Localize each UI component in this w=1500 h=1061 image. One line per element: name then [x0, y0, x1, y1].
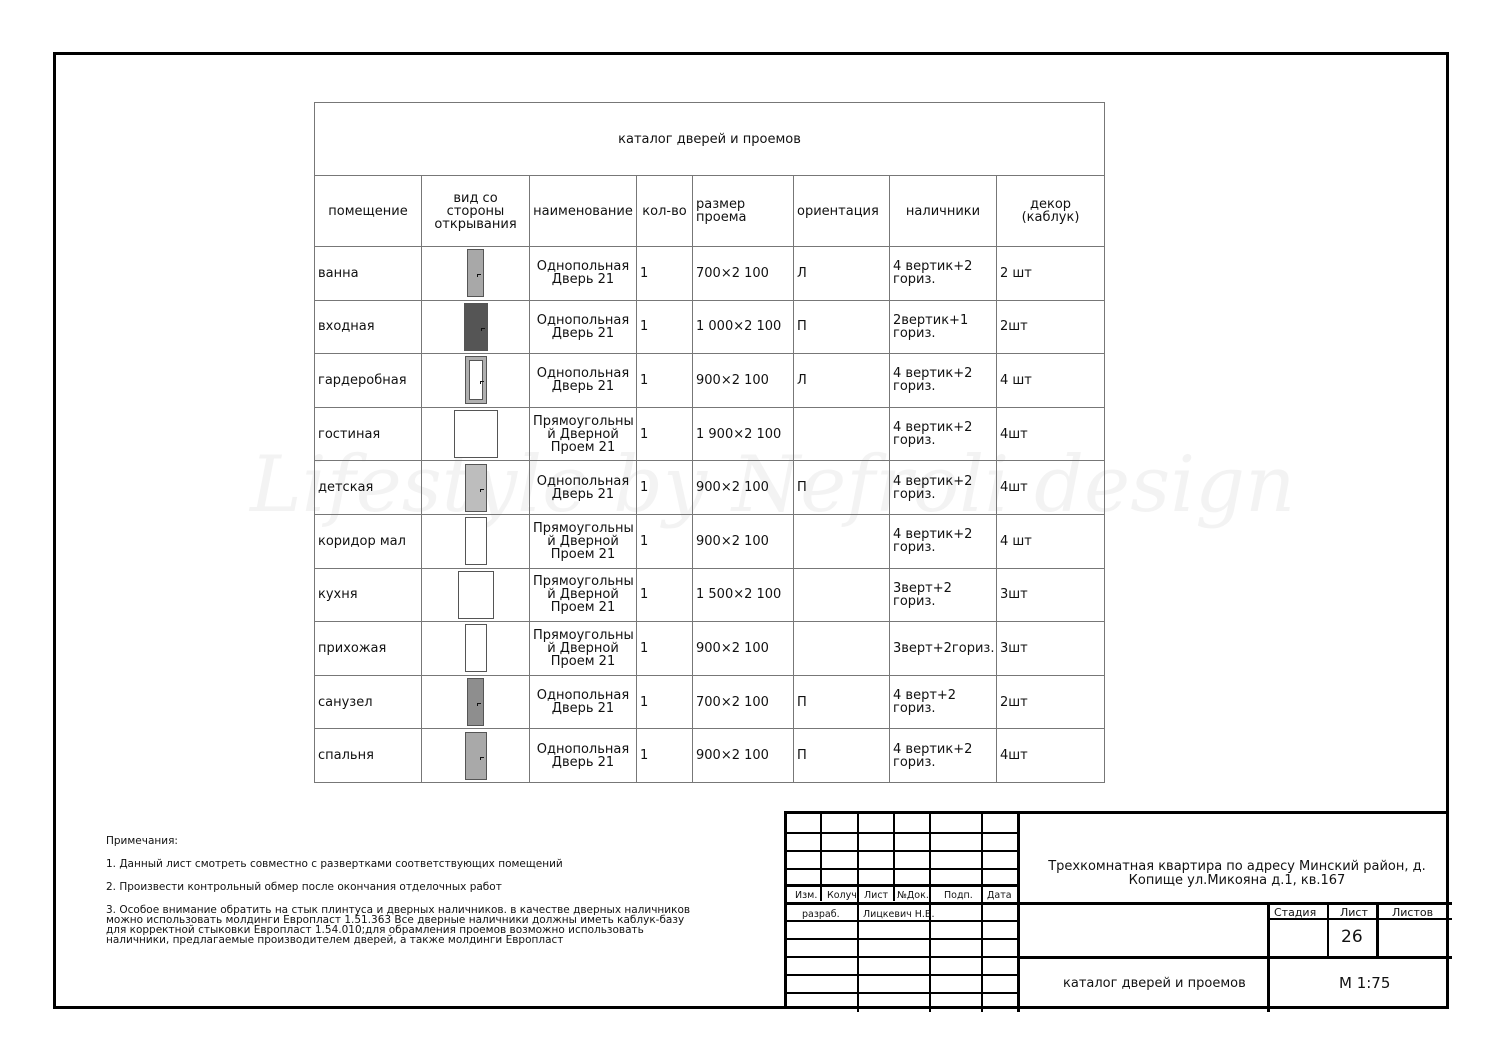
opening-icon	[458, 571, 494, 619]
decor-cell: 4 шт	[997, 514, 1105, 568]
casing-cell: 4 вертик+2 гориз.	[890, 247, 997, 301]
orientation-cell	[794, 514, 890, 568]
casing-cell: 3верт+2 гориз.	[890, 568, 997, 622]
developed-label: разраб.	[802, 909, 840, 920]
table-row	[315, 568, 1105, 622]
name-cell: Однопольная Дверь 21	[530, 461, 637, 515]
orientation-cell: П	[794, 461, 890, 515]
name-cell: Однопольная Дверь 21	[530, 729, 637, 783]
project-title: Трехкомнатная квартира по адресу Минский район, д. Копище ул.Микояна д.1, кв.167	[1048, 859, 1426, 888]
qty-cell: 1	[637, 514, 693, 568]
table-row	[315, 622, 1105, 676]
room-cell: кухня	[315, 568, 422, 622]
table-row	[315, 514, 1105, 568]
header-view: вид со стороны открывания	[422, 176, 530, 247]
header-room: помещение	[315, 176, 422, 247]
door-icon	[465, 732, 487, 780]
room-cell: ванна	[315, 247, 422, 301]
casing-cell: 4 вертик+2 гориз.	[890, 407, 997, 461]
qty-cell: 1	[637, 461, 693, 515]
name-cell: Однопольная Дверь 21	[530, 354, 637, 408]
orientation-cell: П	[794, 675, 890, 729]
door-catalog-table	[314, 102, 1105, 783]
name-cell: Однопольная Дверь 21	[530, 675, 637, 729]
casing-cell: 4 вертик+2 гориз.	[890, 354, 997, 408]
door-view-cell	[422, 729, 530, 783]
decor-cell: 3шт	[997, 568, 1105, 622]
qty-cell: 1	[637, 568, 693, 622]
room-cell: детская	[315, 461, 422, 515]
room-cell: гардеробная	[315, 354, 422, 408]
size-cell: 900×2 100	[693, 514, 794, 568]
orientation-cell	[794, 407, 890, 461]
size-cell: 700×2 100	[693, 675, 794, 729]
qty-cell: 1	[637, 622, 693, 676]
door-view-cell	[422, 354, 530, 408]
door-view-cell	[422, 568, 530, 622]
casing-cell: 4 вертик+2 гориз.	[890, 729, 997, 783]
casing-cell: 2вертик+1 гориз.	[890, 300, 997, 354]
qty-cell: 1	[637, 675, 693, 729]
door-view-cell	[422, 675, 530, 729]
qty-cell: 1	[637, 354, 693, 408]
header-orientation: ориентация	[794, 176, 890, 247]
qty-cell: 1	[637, 729, 693, 783]
notes	[106, 836, 706, 957]
casing-cell: 3верт+2гориз.	[890, 622, 997, 676]
col-label-data: Дата	[987, 890, 1012, 901]
door-handle-icon	[480, 381, 484, 384]
decor-cell: 4шт	[997, 407, 1105, 461]
door-view-cell	[422, 300, 530, 354]
door-view-cell	[422, 622, 530, 676]
name-cell: Прямоугольны й Дверной Проем 21	[530, 407, 637, 461]
size-cell: 1 000×2 100	[693, 300, 794, 354]
door-handle-icon	[480, 489, 484, 492]
door-handle-icon	[477, 274, 481, 277]
name-cell: Однопольная Дверь 21	[530, 247, 637, 301]
decor-cell: 2шт	[997, 300, 1105, 354]
door-handle-icon	[477, 703, 481, 706]
header-size: размер проема	[693, 176, 794, 247]
room-cell: спальня	[315, 729, 422, 783]
door-handle-icon	[480, 757, 484, 760]
casing-cell: 4 вертик+2 гориз.	[890, 461, 997, 515]
col-label-izm: Изм.	[795, 890, 818, 901]
size-cell: 900×2 100	[693, 354, 794, 408]
stage-label: Стадия	[1274, 906, 1317, 919]
table-row	[315, 461, 1105, 515]
size-cell: 1 900×2 100	[693, 407, 794, 461]
decor-cell: 4 шт	[997, 354, 1105, 408]
room-cell: входная	[315, 300, 422, 354]
door-icon	[467, 249, 484, 297]
orientation-cell: П	[794, 300, 890, 354]
notes-heading: Примечания:	[106, 835, 178, 847]
sheet-title: каталог дверей и проемов	[1063, 976, 1246, 991]
room-cell: прихожая	[315, 622, 422, 676]
note-1: 1. Данный лист смотреть совместно с развертками соответствующих помещений	[106, 858, 563, 870]
size-cell: 900×2 100	[693, 729, 794, 783]
sheet-label: Лист	[1340, 906, 1368, 919]
door-icon	[467, 678, 484, 726]
decor-cell: 2 шт	[997, 247, 1105, 301]
size-cell: 700×2 100	[693, 247, 794, 301]
door-icon	[464, 303, 488, 351]
col-label-koluch: Колуч.	[827, 890, 860, 901]
name-cell: Прямоугольны й Дверной Проем 21	[530, 622, 637, 676]
door-view-cell	[422, 514, 530, 568]
room-cell: коридор мал	[315, 514, 422, 568]
note-3: 3. Особое внимание обратить на стык плинтуса и дверных наличников. в качестве дверных наличников можно использовать молдинги Европласт 1.51.363 Все дверные наличники должны иметь каблук-базу для корректной стыковки Европласт 1.54.010;для обрамления проемов возможно использовать наличники, предлагаемые производителем дверей, а также молдинги Европласт	[106, 904, 691, 946]
name-cell: Прямоугольны й Дверной Проем 21	[530, 568, 637, 622]
room-cell: гостиная	[315, 407, 422, 461]
note-2: 2. Произвести контрольный обмер после окончания отделочных работ	[106, 881, 502, 893]
qty-cell: 1	[637, 300, 693, 354]
table-row	[315, 407, 1105, 461]
catalog-title: каталог дверей и проемов	[315, 103, 1105, 176]
scale: М 1:75	[1339, 974, 1391, 992]
door-icon	[465, 356, 487, 404]
table-row	[315, 354, 1105, 408]
room-cell: санузел	[315, 675, 422, 729]
name-cell: Прямоугольны й Дверной Проем 21	[530, 514, 637, 568]
size-cell: 900×2 100	[693, 461, 794, 515]
decor-cell: 4шт	[997, 729, 1105, 783]
orientation-cell: П	[794, 729, 890, 783]
header-name: наименование	[530, 176, 637, 247]
developer-name: Лицкевич Н.В.	[863, 909, 935, 920]
table-row	[315, 729, 1105, 783]
decor-cell: 3шт	[997, 622, 1105, 676]
casing-cell: 4 вертик+2 гориз.	[890, 514, 997, 568]
door-view-cell	[422, 407, 530, 461]
sheet-number: 26	[1341, 927, 1363, 947]
casing-cell: 4 верт+2 гориз.	[890, 675, 997, 729]
col-label-list: Лист	[864, 890, 889, 901]
door-view-cell	[422, 461, 530, 515]
name-cell: Однопольная Дверь 21	[530, 300, 637, 354]
decor-cell: 2шт	[997, 675, 1105, 729]
size-cell: 1 500×2 100	[693, 568, 794, 622]
header-qty: кол-во	[637, 176, 693, 247]
door-handle-icon	[481, 328, 485, 331]
opening-icon	[465, 517, 487, 565]
orientation-cell	[794, 622, 890, 676]
door-view-cell	[422, 247, 530, 301]
orientation-cell: Л	[794, 354, 890, 408]
orientation-cell	[794, 568, 890, 622]
table-row	[315, 675, 1105, 729]
qty-cell: 1	[637, 407, 693, 461]
size-cell: 900×2 100	[693, 622, 794, 676]
opening-icon	[465, 624, 487, 672]
qty-cell: 1	[637, 247, 693, 301]
header-row	[315, 176, 1105, 247]
header-casing: наличники	[890, 176, 997, 247]
col-label-podp: Подп.	[944, 890, 973, 901]
sheets-label: Листов	[1392, 906, 1434, 919]
title-block	[784, 811, 1449, 1009]
table-row	[315, 247, 1105, 301]
col-label-ndok: №Док.	[897, 890, 929, 901]
header-decor: декор (каблук)	[997, 176, 1105, 247]
opening-icon	[454, 410, 498, 458]
orientation-cell: Л	[794, 247, 890, 301]
door-icon	[465, 464, 487, 512]
table-row	[315, 300, 1105, 354]
decor-cell: 4шт	[997, 461, 1105, 515]
